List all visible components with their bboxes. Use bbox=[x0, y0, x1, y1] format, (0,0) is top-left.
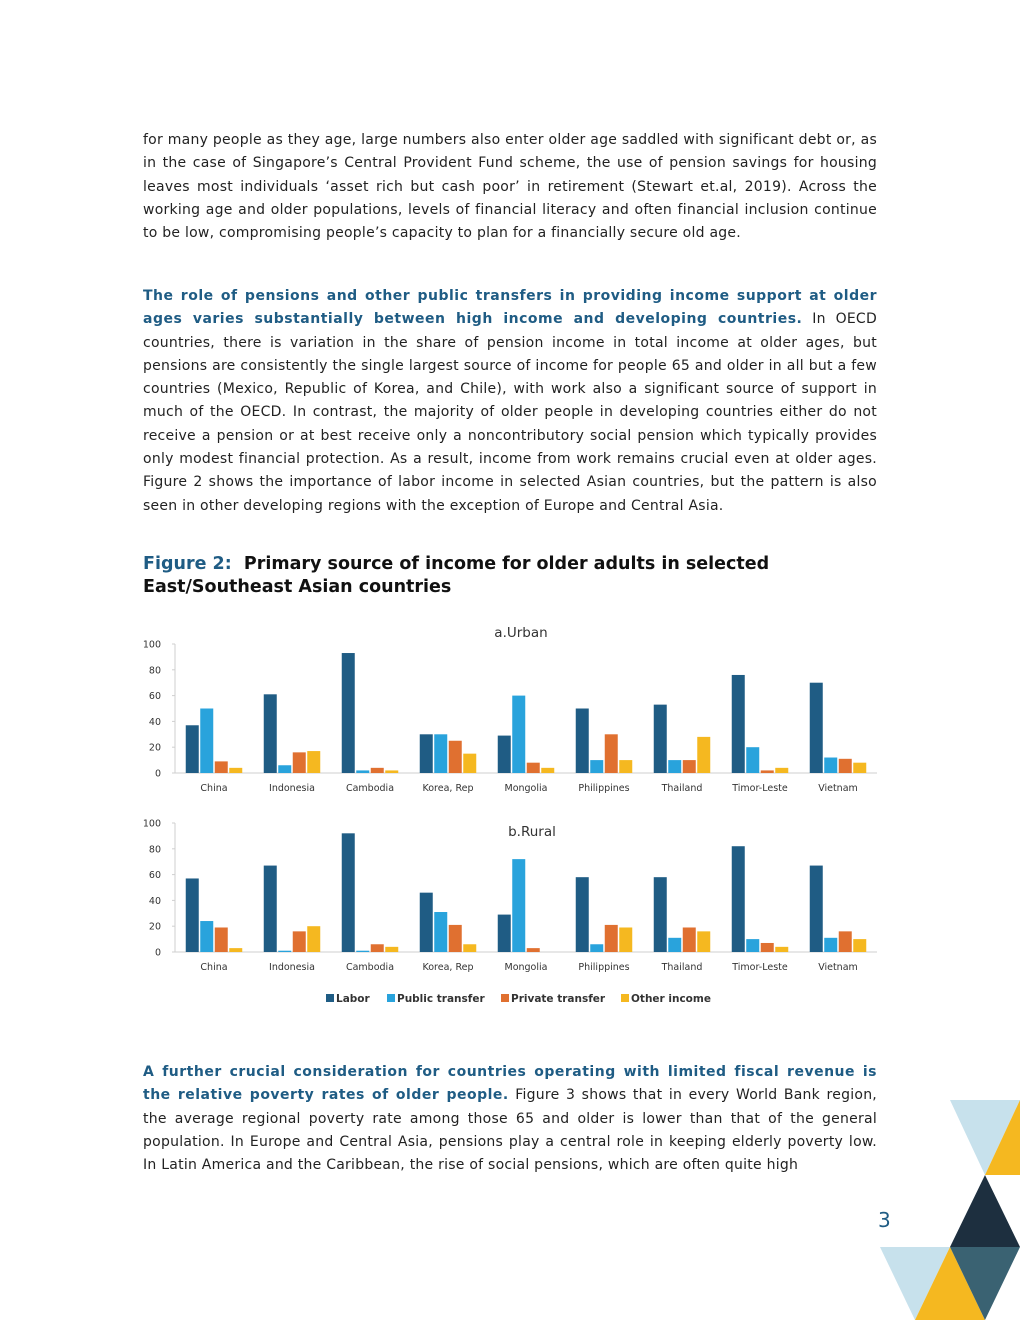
rural-x-tick-label: China bbox=[200, 962, 228, 973]
urban-x-tick-label: Korea, Rep bbox=[422, 783, 474, 794]
urban-bar-mongolia-labor bbox=[498, 736, 511, 773]
rural-bar-indonesia-public-transfer bbox=[278, 951, 291, 952]
urban-y-tick-label: 20 bbox=[148, 742, 161, 754]
urban-chart bbox=[143, 625, 877, 794]
rural-bar-timor-leste-other-income bbox=[775, 947, 788, 952]
rural-x-tick-label: Cambodia bbox=[345, 962, 395, 973]
urban-x-tick-label: Mongolia bbox=[504, 783, 548, 794]
rural-x-tick-label: Philippines bbox=[578, 962, 630, 973]
rural-bar-thailand-private-transfer bbox=[683, 927, 696, 952]
paragraph-2-body: In OECD countries, there is variation in the share of pension income in total income at older ages, but pensions are consistently the single largest source of income for people 65 and older in all but a few countries (Mexico, Republic of Korea, and Chile), with work also a significant source of support in much of the OECD. In contrast, the majority of older people in developing countries either do not receive a pension or at best receive only a noncontributory social pension which typically provides only modest financial protection. As a result, income from work remains crucial even at older ages. Figure 2 shows the importance of labor income in selected Asian countries, but the pattern is also seen in other developing regions with the exception of Europe and Central Asia. bbox=[143, 311, 877, 514]
rural-bar-vietnam-other-income bbox=[853, 939, 866, 952]
rural-bar-vietnam-labor bbox=[810, 866, 823, 952]
urban-bar-mongolia-other-income bbox=[541, 768, 554, 773]
urban-bar-china-private-transfer bbox=[215, 761, 228, 773]
figure-label: Figure 2: bbox=[143, 554, 232, 574]
urban-bar-timor-leste-other-income bbox=[775, 768, 788, 773]
urban-bar-korea-rep-labor bbox=[420, 734, 433, 773]
rural-bar-cambodia-private-transfer bbox=[371, 944, 384, 952]
chart-legend bbox=[326, 993, 711, 1005]
rural-y-tick-label: 0 bbox=[154, 947, 161, 959]
urban-bar-thailand-other-income bbox=[697, 737, 710, 773]
rural-bar-mongolia-private-transfer bbox=[527, 948, 540, 952]
urban-bar-korea-rep-other-income bbox=[463, 754, 476, 773]
urban-bar-timor-leste-public-transfer bbox=[746, 747, 759, 773]
rural-x-tick-label: Korea, Rep bbox=[422, 962, 474, 973]
rural-bar-korea-rep-other-income bbox=[463, 944, 476, 952]
rural-bar-china-labor bbox=[186, 878, 199, 952]
legend-swatch-labor bbox=[326, 994, 334, 1002]
urban-bar-thailand-private-transfer bbox=[683, 760, 696, 773]
urban-bar-korea-rep-private-transfer bbox=[449, 741, 462, 773]
rural-bar-philippines-other-income bbox=[619, 927, 632, 952]
figure-caption: Primary source of income for older adults in selected East/Southeast Asian countries bbox=[143, 554, 770, 597]
rural-y-tick-label: 80 bbox=[148, 844, 161, 856]
rural-bar-indonesia-other-income bbox=[307, 926, 320, 952]
rural-x-tick-label: Timor-Leste bbox=[732, 962, 788, 973]
rural-bar-indonesia-private-transfer bbox=[293, 931, 306, 952]
rural-bar-philippines-public-transfer bbox=[590, 944, 603, 952]
urban-bar-indonesia-labor bbox=[264, 694, 277, 773]
rural-bar-korea-rep-public-transfer bbox=[434, 912, 447, 952]
urban-y-tick-label: 100 bbox=[142, 639, 161, 651]
rural-bar-thailand-public-transfer bbox=[668, 938, 681, 952]
urban-bar-philippines-public-transfer bbox=[590, 760, 603, 773]
paragraph-3-body: Figure 3 shows that in every World Bank region, the average regional poverty rate among those 65 and older is lower than that of the general population. In Europe and Central Asia, pensions play a central role in keeping elderly poverty low. In Latin America and the Caribbean, the rise of social pensions, which are often quite high bbox=[143, 1087, 878, 1174]
legend-swatch-private-transfer bbox=[501, 994, 509, 1002]
paragraph-2-lead: The role of pensions and other public transfers in providing income support at older ages varies substantially between high income and developing countries. bbox=[143, 288, 877, 328]
page-number: 3 bbox=[878, 1208, 891, 1232]
urban-y-tick-label: 0 bbox=[154, 768, 161, 780]
urban-chart-title: a.Urban bbox=[494, 625, 548, 641]
legend-label-public-transfer: Public transfer bbox=[397, 993, 485, 1005]
rural-bar-indonesia-labor bbox=[264, 866, 277, 952]
rural-bar-cambodia-labor bbox=[342, 833, 355, 952]
rural-chart-title: b.Rural bbox=[508, 824, 556, 840]
rural-y-tick-label: 20 bbox=[148, 921, 161, 933]
rural-x-tick-label: Indonesia bbox=[269, 962, 315, 973]
urban-y-tick-label: 40 bbox=[148, 716, 161, 728]
urban-bar-vietnam-labor bbox=[810, 683, 823, 773]
body-paragraph-1: for many people as they age, large numbers also enter older age saddled with significant debt or, as in the case of Singapore’s Central Provident Fund scheme, the use of pension savings for housing leaves most individuals ‘asset rich but cash poor’ in retirement (Stewart et.al, 2019). Across the working age and older populations, levels of financial literacy and often financial inclusion continue to be low, compromising people’s capacity to plan for a financially secure old age. bbox=[143, 132, 877, 242]
urban-bar-china-labor bbox=[186, 725, 199, 773]
rural-bar-korea-rep-labor bbox=[420, 893, 433, 952]
rural-bar-china-other-income bbox=[229, 948, 242, 952]
rural-bar-thailand-labor bbox=[654, 877, 667, 952]
rural-bar-mongolia-public-transfer bbox=[512, 859, 525, 952]
urban-x-tick-label: Philippines bbox=[578, 783, 630, 794]
legend-swatch-other-income bbox=[621, 994, 629, 1002]
urban-bar-thailand-labor bbox=[654, 705, 667, 773]
urban-bar-china-other-income bbox=[229, 768, 242, 773]
urban-bar-timor-leste-private-transfer bbox=[761, 770, 774, 773]
rural-bar-vietnam-private-transfer bbox=[839, 931, 852, 952]
urban-bar-philippines-labor bbox=[576, 709, 589, 774]
rural-bar-timor-leste-public-transfer bbox=[746, 939, 759, 952]
urban-bar-cambodia-public-transfer bbox=[356, 770, 369, 773]
decorative-triangles bbox=[870, 1095, 1020, 1320]
urban-bar-indonesia-other-income bbox=[307, 751, 320, 773]
rural-bar-korea-rep-private-transfer bbox=[449, 925, 462, 952]
urban-bar-china-public-transfer bbox=[200, 709, 213, 774]
rural-x-tick-label: Vietnam bbox=[818, 962, 858, 973]
rural-chart bbox=[143, 819, 877, 974]
urban-bar-vietnam-other-income bbox=[853, 763, 866, 773]
rural-y-tick-label: 100 bbox=[142, 818, 161, 830]
urban-bar-philippines-private-transfer bbox=[605, 734, 618, 773]
urban-bar-mongolia-private-transfer bbox=[527, 763, 540, 773]
rural-bar-vietnam-public-transfer bbox=[824, 938, 837, 952]
urban-bar-thailand-public-transfer bbox=[668, 760, 681, 773]
urban-bar-timor-leste-labor bbox=[732, 675, 745, 773]
rural-bar-philippines-labor bbox=[576, 877, 589, 952]
rural-bar-timor-leste-private-transfer bbox=[761, 943, 774, 952]
urban-x-tick-label: China bbox=[200, 783, 228, 794]
urban-bar-cambodia-other-income bbox=[385, 770, 398, 773]
rural-y-tick-label: 40 bbox=[148, 895, 161, 907]
rural-bar-timor-leste-labor bbox=[732, 846, 745, 952]
urban-bar-vietnam-private-transfer bbox=[839, 759, 852, 773]
rural-x-tick-label: Thailand bbox=[661, 962, 703, 973]
urban-bar-cambodia-private-transfer bbox=[371, 768, 384, 773]
legend-swatch-public-transfer bbox=[387, 994, 395, 1002]
legend-label-other-income: Other income bbox=[631, 993, 711, 1005]
rural-bar-mongolia-labor bbox=[498, 915, 511, 952]
urban-bar-vietnam-public-transfer bbox=[824, 758, 837, 773]
legend-label-labor: Labor bbox=[336, 993, 370, 1005]
paragraph-3-lead: A further crucial consideration for countries operating with limited fiscal revenue is the relative poverty rates of older people. bbox=[143, 1064, 877, 1104]
urban-x-tick-label: Thailand bbox=[661, 783, 703, 794]
rural-bar-china-public-transfer bbox=[200, 921, 213, 952]
urban-bar-philippines-other-income bbox=[619, 760, 632, 773]
legend-label-private-transfer: Private transfer bbox=[511, 993, 606, 1005]
urban-x-tick-label: Cambodia bbox=[345, 783, 395, 794]
urban-bar-indonesia-private-transfer bbox=[293, 752, 306, 773]
urban-y-tick-label: 60 bbox=[148, 691, 161, 703]
rural-bar-cambodia-other-income bbox=[385, 947, 398, 952]
urban-x-tick-label: Timor-Leste bbox=[732, 783, 788, 794]
body-paragraph-3 bbox=[143, 1061, 877, 1177]
rural-bar-china-private-transfer bbox=[215, 927, 228, 952]
urban-y-tick-label: 80 bbox=[148, 665, 161, 677]
urban-bar-korea-rep-public-transfer bbox=[434, 734, 447, 773]
urban-bar-mongolia-public-transfer bbox=[512, 696, 525, 773]
rural-bar-philippines-private-transfer bbox=[605, 925, 618, 952]
rural-x-tick-label: Mongolia bbox=[504, 962, 548, 973]
urban-bar-indonesia-public-transfer bbox=[278, 765, 291, 773]
urban-x-tick-label: Indonesia bbox=[269, 783, 315, 794]
urban-x-tick-label: Vietnam bbox=[818, 783, 858, 794]
urban-bar-cambodia-labor bbox=[342, 653, 355, 773]
rural-y-tick-label: 60 bbox=[148, 870, 161, 882]
triangle-navy bbox=[950, 1175, 1020, 1247]
rural-bar-thailand-other-income bbox=[697, 931, 710, 952]
rural-bar-cambodia-public-transfer bbox=[356, 951, 369, 952]
